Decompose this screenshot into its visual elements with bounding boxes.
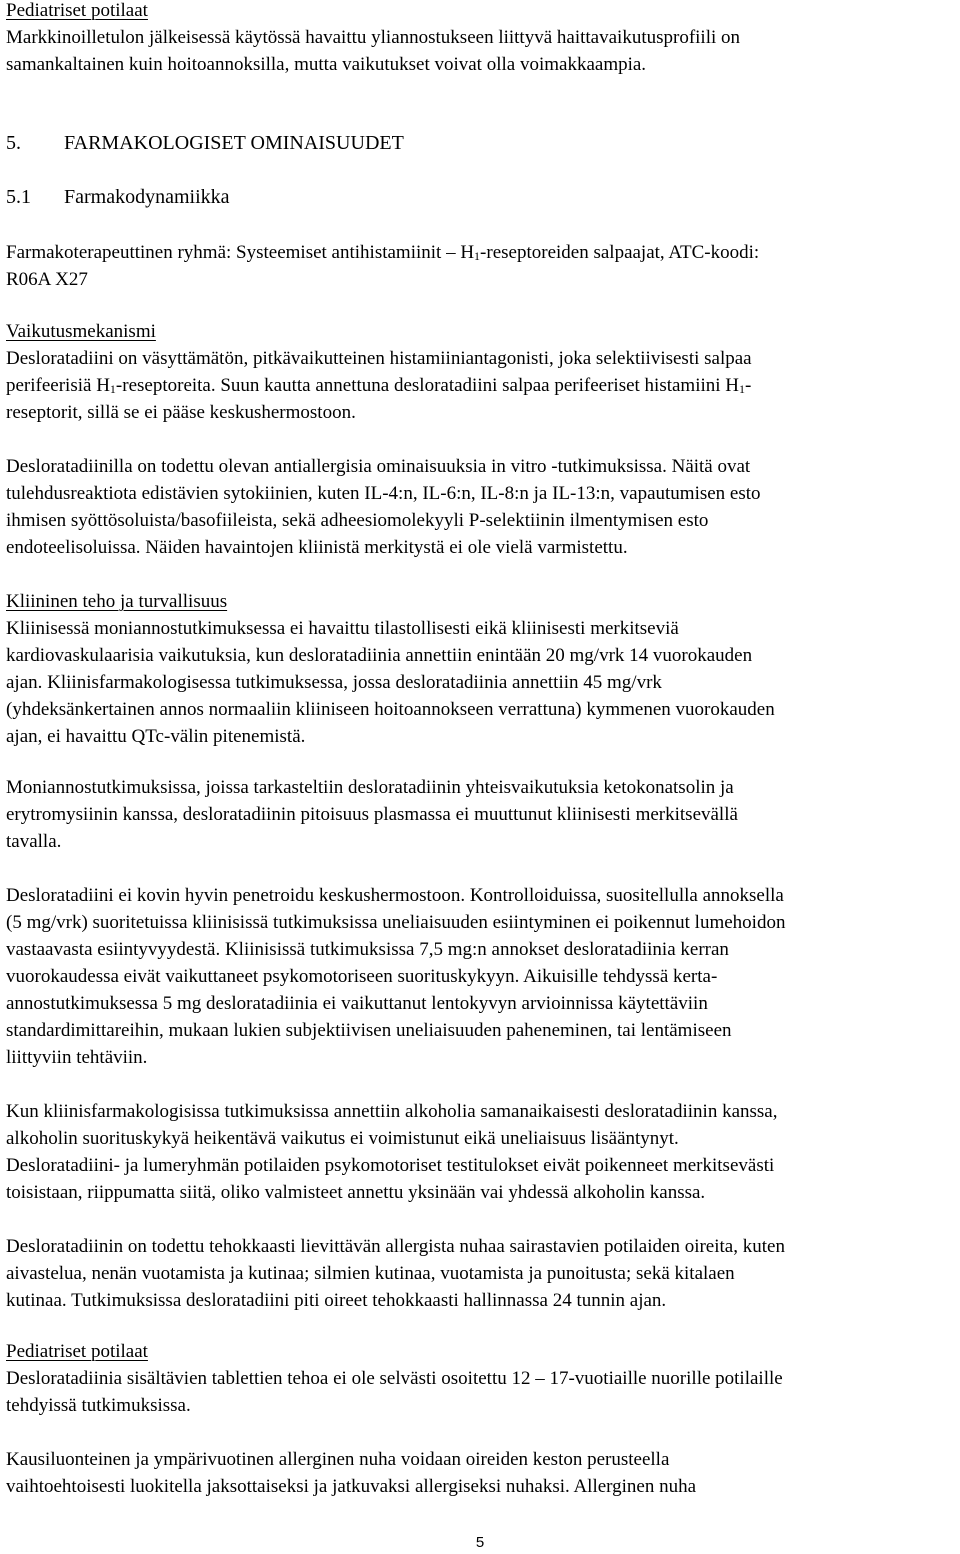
paragraph-line: aivastelua, nenän vuotamista ja kutinaa; silmien kutinaa, vuotamista ja punoitusta; sekä kitalaen <box>6 1263 735 1284</box>
section-number: 5. <box>6 132 21 154</box>
paragraph-line: tulehdusreaktiota edistävien sytokiinien, kuten IL-4:n, IL-6:n, IL-8:n ja IL-13:n, vapautumisen esto <box>6 483 761 504</box>
paragraph-line: samankaltainen kuin hoitoannoksilla, mutta vaikutukset voivat olla voimakkaampia. <box>6 54 647 75</box>
text-fragment: -reseptoreita. Suun kautta annettuna desloratadiini salpaa perifeeriset histamiini H <box>115 375 740 396</box>
paragraph-line: kutinaa. Tutkimuksissa desloratadiini piti oireet tehokkaasti hallinnassa 24 tunnin ajan. <box>6 1290 667 1311</box>
paragraph-line: ajan. Kliinisfarmakologisessa tutkimuksessa, jossa desloratadiinia annettiin 45 mg/vrk <box>6 672 662 693</box>
paragraph-line: (5 mg/vrk) suoritetuissa kliinisissä tutkimuksissa uneliaisuuden esiintyminen ei poikennut lumehoidon <box>6 912 786 933</box>
text-fragment: perifeerisiä H <box>6 375 110 396</box>
subscript: 1 <box>109 382 116 396</box>
subscript: 1 <box>474 249 481 263</box>
section-title: FARMAKOLOGISET OMINAISUUDET <box>64 132 404 154</box>
text-fragment: -reseptoreiden salpaajat, ATC-koodi: <box>480 242 760 263</box>
text-fragment: - <box>745 375 752 396</box>
section-title: Farmakodynamiikka <box>64 186 230 208</box>
subheading-clinical: Kliininen teho ja turvallisuus <box>6 591 228 612</box>
paragraph-line: vastaavasta esiintyvyydestä. Kliinisissä tutkimuksissa 7,5 mg:n annokset desloratadiinia kerran <box>6 939 729 960</box>
paragraph-line: Kausiluonteinen ja ympärivuotinen allerginen nuha voidaan oireiden keston perusteella <box>6 1449 670 1470</box>
paragraph-line: erytromysiinin kanssa, desloratadiinin pitoisuus plasmassa ei muuttunut kliinisesti merkitsevällä <box>6 804 738 825</box>
paragraph-line: endoteelisoluissa. Näiden havaintojen kliinistä merkitystä ei ole vielä varmistettu. <box>6 537 628 558</box>
paragraph-line: reseptorit, sillä se ei pääse keskushermostoon. <box>6 402 356 423</box>
paragraph-line: toisistaan, riippumatta siitä, oliko valmisteet annettu yksinään vai yhdessä alkoholin kanssa. <box>6 1182 706 1203</box>
section-heading-pediatric: Pediatriset potilaat <box>6 1341 148 1362</box>
subheading-mechanism: Vaikutusmekanismi <box>6 321 156 342</box>
section-5-heading <box>6 130 404 157</box>
section-heading-pediatric: Pediatriset potilaat <box>6 0 148 21</box>
paragraph-line: tehdyissä tutkimuksissa. <box>6 1395 191 1416</box>
paragraph-line: Markkinoilletulon jälkeisessä käytössä havaittu yliannostukseen liittyvä haittavaikutusprofiili on <box>6 27 741 48</box>
section-5-1-heading <box>6 184 230 211</box>
atc-code-line: R06A X27 <box>6 269 88 290</box>
paragraph-line: Desloratadiini on väsyttämätön, pitkävaikutteinen histamiiniantagonisti, joka selektiivisesti salpaa <box>6 348 752 369</box>
paragraph-line: (yhdeksänkertainen annos normaaliin kliiniseen hoitoannokseen verrattuna) kymmenen vuorokauden <box>6 699 775 720</box>
paragraph-line: Desloratadiinin on todettu tehokkaasti lievittävän allergista nuhaa sairastavien potilaiden oireita, kuten <box>6 1236 785 1257</box>
paragraph-line: Desloratadiinia sisältävien tablettien tehoa ei ole selvästi osoitettu 12 – 17-vuotiaille nuorille potilaille <box>6 1368 783 1389</box>
paragraph-line: Kun kliinisfarmakologisissa tutkimuksissa annettiin alkoholia samanaikaisesti desloratadiinin kanssa, <box>6 1101 778 1122</box>
paragraph-line: ihmisen syöttösoluista/basofiileista, sekä adheesiomolekyyli P-selektiinin ilmentymisen esto <box>6 510 709 531</box>
paragraph-line: ajan, ei havaittu QTc-välin pitenemistä. <box>6 726 306 747</box>
paragraph-line: alkoholin suorituskykyä heikentävä vaikutus ei voimistunut eikä uneliaisuus lisääntynyt. <box>6 1128 679 1149</box>
page-number: 5 <box>475 1534 485 1551</box>
paragraph-line: liittyviin tehtäviin. <box>6 1047 148 1068</box>
paragraph-line: Desloratadiini- ja lumeryhmän potilaiden psykomotoriset testitulokset eivät poikenneet merkitsevästi <box>6 1155 775 1176</box>
paragraph-line: Moniannostutkimuksissa, joissa tarkasteltiin desloratadiinin yhteisvaikutuksia ketokonatsolin ja <box>6 777 734 798</box>
paragraph-line: vaihtoehtoisesti luokitella jaksottaiseksi ja jatkuvaksi allergiseksi nuhaksi. Allerginen nuha <box>6 1476 697 1497</box>
paragraph-line: Desloratadiinilla on todettu olevan antiallergisia ominaisuuksia in vitro -tutkimuksissa. Näitä ovat <box>6 456 751 477</box>
paragraph-line: kardiovaskulaarisia vaikutuksia, kun desloratadiinia annettiin enintään 20 mg/vrk 14 vuorokauden <box>6 645 753 666</box>
paragraph-line: annostutkimuksessa 5 mg desloratadiinia ei vaikuttanut lentokyvyn arvioinnissa käytettäviin <box>6 993 708 1014</box>
paragraph-line: Kliinisessä moniannostutkimuksessa ei havaittu tilastollisesti eikä kliinisesti merkitseviä <box>6 618 679 639</box>
paragraph-line: Desloratadiini ei kovin hyvin penetroidu keskushermostoon. Kontrolloiduissa, suositellulla annoksella <box>6 885 784 906</box>
text-fragment: Farmakoterapeuttinen ryhmä: Systeemiset antihistamiinit – H <box>6 242 475 263</box>
section-number: 5.1 <box>6 186 31 208</box>
paragraph-line: standardimittareihin, mukaan lukien subjektiivisen uneliaisuuden paheneminen, tai lentämiseen <box>6 1020 732 1041</box>
subscript: 1 <box>739 382 746 396</box>
paragraph-line: tavalla. <box>6 831 62 852</box>
paragraph-line: vuorokaudessa eivät vaikuttaneet psykomotoriseen suorituskykyyn. Aikuisille tehdyssä kerta- <box>6 966 718 987</box>
